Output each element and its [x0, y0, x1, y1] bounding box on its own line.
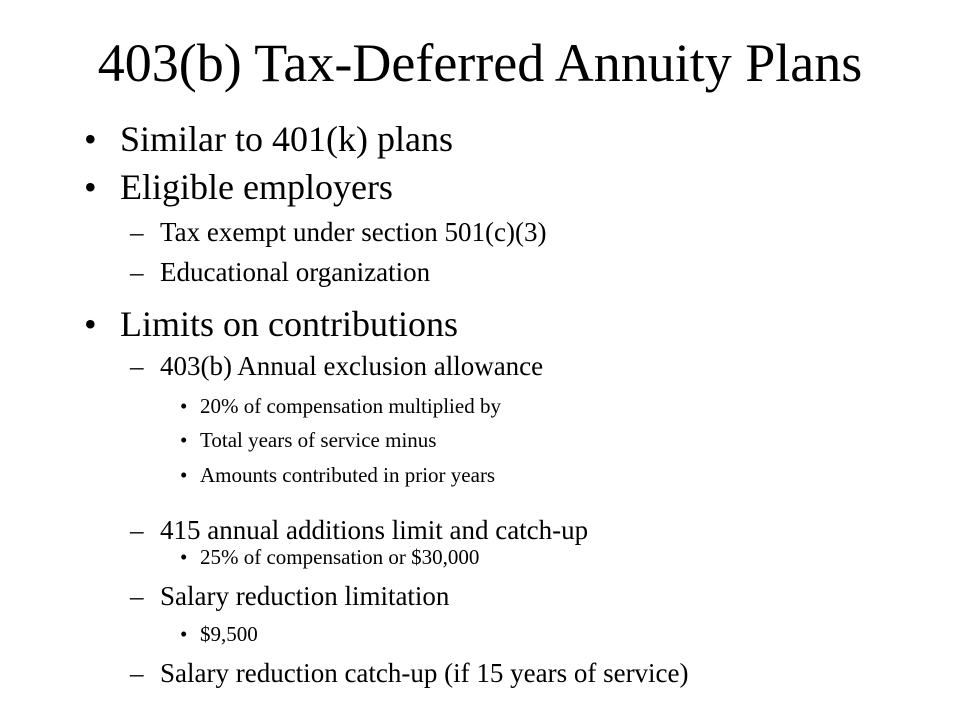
slide-title: 403(b) Tax-Deferred Annuity Plans — [97, 33, 863, 93]
sub-sub-bullet-text: 20% of compensation multiplied by — [200, 394, 501, 418]
bullet-icon: • — [180, 428, 188, 452]
bullet-icon: • — [180, 622, 188, 646]
sub-bullet-text: 415 annual additions limit and catch-up — [160, 515, 589, 545]
sub-bullet-text: 403(b) Annual exclusion allowance — [160, 351, 544, 381]
sub-sub-bullet-item — [180, 394, 501, 418]
dash-icon: – — [130, 217, 144, 247]
sub-bullet-text: Educational organization — [160, 257, 431, 287]
bullet-text: Similar to 401(k) plans — [120, 119, 453, 159]
sub-bullet-text: Salary reduction catch-up (if 15 years of service) — [160, 658, 689, 688]
sub-bullet-item — [130, 581, 450, 611]
sub-sub-bullet-text: Total years of service minus — [200, 428, 437, 452]
sub-bullet-item — [130, 515, 589, 545]
bullet-icon: • — [84, 304, 97, 344]
sub-sub-bullet-item — [180, 428, 437, 452]
dash-icon: – — [130, 581, 144, 611]
sub-bullet-item — [130, 351, 544, 381]
dash-icon: – — [130, 658, 144, 688]
sub-sub-bullet-text: $9,500 — [200, 622, 258, 646]
sub-sub-bullet-item — [180, 545, 480, 569]
sub-bullet-item — [130, 217, 547, 247]
bullet-item — [84, 119, 453, 159]
dash-icon: – — [130, 515, 144, 545]
bullet-text: Eligible employers — [120, 167, 393, 207]
dash-icon: – — [130, 257, 144, 287]
bullet-item — [84, 304, 458, 344]
bullet-icon: • — [180, 545, 188, 569]
sub-sub-bullet-text: Amounts contributed in prior years — [200, 463, 496, 487]
bullet-text: Limits on contributions — [120, 304, 458, 344]
bullet-icon: • — [84, 119, 97, 159]
dash-icon: – — [130, 351, 144, 381]
sub-bullet-text: Tax exempt under section 501(c)(3) — [160, 217, 547, 247]
bullet-icon: • — [180, 463, 188, 487]
bullet-item — [84, 167, 393, 207]
sub-bullet-item — [130, 658, 689, 688]
sub-sub-bullet-text: 25% of compensation or $30,000 — [200, 545, 480, 569]
sub-bullet-text: Salary reduction limitation — [160, 581, 450, 611]
bullet-icon: • — [180, 394, 188, 418]
sub-sub-bullet-item — [180, 622, 258, 646]
sub-bullet-item — [130, 257, 431, 287]
sub-sub-bullet-item — [180, 463, 496, 487]
bullet-icon: • — [84, 167, 97, 207]
